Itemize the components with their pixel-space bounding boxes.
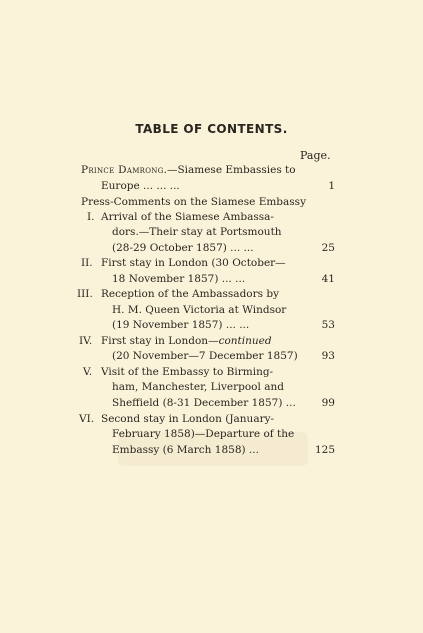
toc-page-number: 25 — [321, 242, 335, 254]
toc-page-number: 93 — [321, 350, 335, 362]
toc-page-number: 53 — [321, 319, 335, 331]
toc-chapter-1 — [0, 210, 423, 224]
page-heading: TABLE OF CONTENTS. — [135, 122, 288, 136]
chapter-title-cont: (19 November 1857) ... ... — [112, 319, 250, 331]
chapter-title-cont: Embassy (6 March 1858) ... — [112, 444, 259, 456]
toc-chapter-4 — [0, 334, 423, 348]
chapter-title-cont: H. M. Queen Victoria at Windsor — [112, 304, 287, 316]
toc-entry-line — [0, 318, 423, 332]
chapter-numeral: III. — [77, 288, 93, 300]
toc-chapter-5 — [0, 365, 423, 379]
page-column-label: Page. — [300, 149, 331, 162]
chapter-title-cont: 18 November 1857) ... ... — [112, 273, 246, 285]
toc-entry-title: .—Siamese Embassies to — [163, 164, 296, 176]
chapter-title-cont: ham, Manchester, Liverpool and — [112, 381, 284, 393]
toc-entry-line — [0, 272, 423, 286]
chapter-numeral: I. — [87, 211, 95, 223]
toc-author-name: Prince Damrong — [81, 164, 164, 176]
chapter-title-cont: dors.—Their stay at Portsmouth — [112, 226, 282, 238]
toc-page-number: 41 — [321, 273, 335, 285]
chapter-title: Arrival of the Siamese Ambassa- — [101, 211, 274, 223]
toc-page-number: 125 — [314, 444, 335, 456]
chapter-numeral: VI. — [79, 413, 95, 425]
toc-chapter-3 — [0, 287, 423, 301]
toc-entry-line — [0, 396, 423, 410]
chapter-title-italic: continued — [218, 335, 272, 347]
toc-chapter-2 — [0, 256, 423, 270]
toc-entry-line — [0, 443, 423, 457]
chapter-title: Second stay in London (January- — [101, 413, 275, 425]
toc-entry-line — [0, 179, 423, 193]
toc-entry-line — [0, 225, 423, 239]
chapter-title: First stay in London (30 October— — [101, 257, 286, 269]
chapter-numeral: V. — [83, 366, 93, 378]
toc-entry-line — [0, 303, 423, 317]
chapter-title-cont: (28-29 October 1857) ... ... — [112, 242, 254, 254]
chapter-title: Reception of the Ambassadors by — [101, 288, 280, 300]
toc-entry-text: Europe ... ... ... — [101, 180, 180, 192]
toc-entry-line — [0, 241, 423, 255]
toc-entry-line — [0, 349, 423, 363]
chapter-title-cont: Sheffield (8-31 December 1857) ... — [112, 397, 296, 409]
toc-entry-line — [0, 427, 423, 441]
chapter-numeral: IV. — [79, 335, 93, 347]
toc-section-title: Press-Comments on the Siamese Embassy — [81, 196, 307, 208]
chapter-title-cont: (20 November—7 December 1857) — [112, 350, 298, 362]
toc-section-heading — [0, 195, 423, 209]
chapter-title: First stay in London— — [101, 335, 219, 347]
chapter-title: Visit of the Embassy to Birming- — [101, 366, 274, 378]
toc-page-number: 1 — [328, 180, 335, 192]
toc-page-number: 99 — [321, 397, 335, 409]
toc-entry-line — [0, 380, 423, 394]
toc-entry-prince-damrong — [0, 163, 423, 177]
chapter-numeral: II. — [81, 257, 93, 269]
toc-chapter-6 — [0, 412, 423, 426]
chapter-title-cont: February 1858)—Departure of the — [112, 428, 295, 440]
